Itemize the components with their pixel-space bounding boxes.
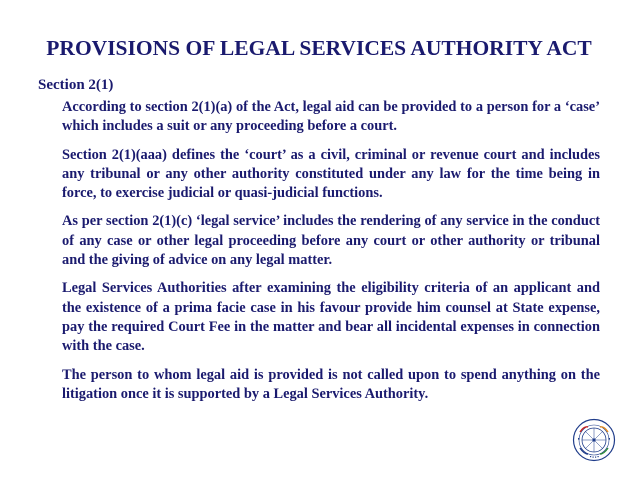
paragraph-legal-service-definition: As per section 2(1)(c) ‘legal service’ includes the rendering of any service in the conduct of any case or other legal proceeding before any court or other authority or tribunal and the giving of advice on any legal matter. [62,213,600,269]
paragraph-no-expense: The person to whom legal aid is provided is not called upon to spend anything on the litigation once it is supported by a Legal Services Authority. [62,366,600,402]
paragraph-authority-duties: Legal Services Authorities after examining the eligibility criteria of an applicant and the existence of a prima facie case in his favour provide him counsel at State expense, pay the required Court Fee in the matter and bear all incidental expenses in connection with the case. [62,280,600,355]
legal-services-authority-seal-icon [572,418,616,462]
section-heading: Section 2(1) [38,77,114,93]
body-text [62,98,600,413]
paragraph-case-definition: According to section 2(1)(a) of the Act, legal aid can be provided to a person for a ‘case’ which includes a suit or any proceeding before a court. [62,99,600,135]
paragraph-court-definition: Section 2(1)(aaa) defines the ‘court’ as a civil, criminal or revenue court and includes any tribunal or any other authority constituted under any law for the time being in force, to exercise judicial or quasi-judicial functions. [62,146,600,202]
slide-title: PROVISIONS OF LEGAL SERVICES AUTHORITY ACT [46,36,592,60]
